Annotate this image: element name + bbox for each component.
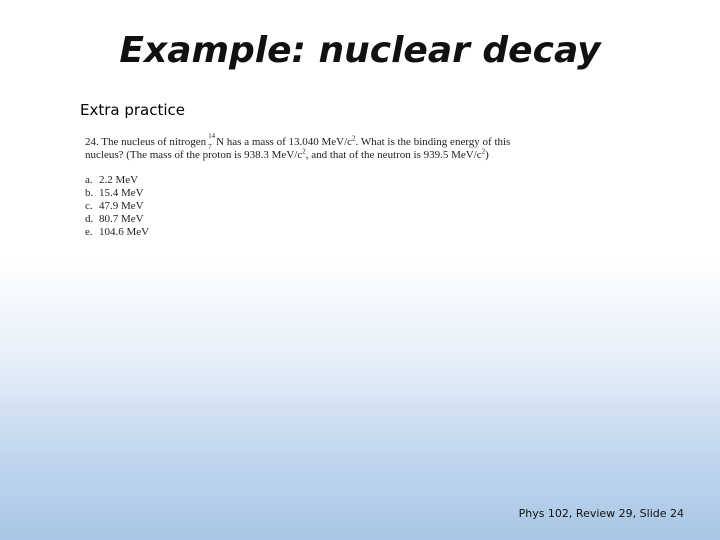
isotope-symbol: N [216,136,225,148]
problem-stem-question-exponent: 2 [302,147,306,156]
choice-letter: d. [85,213,94,225]
problem-stem-mass: has a mass of 13.040 MeV/c [226,136,353,148]
isotope-atomic-number: 7 [208,143,212,151]
answer-choice [85,213,525,226]
problem-stem-end: ) [485,149,489,161]
answer-choices [85,174,525,239]
answer-choice [85,187,525,200]
isotope-notation [208,132,225,151]
slide-title: Example: nuclear decay [119,30,601,71]
problem-stem-neutron: , and that of the neutron is 939.5 MeV/c [305,149,482,161]
choice-letter: e. [85,226,93,238]
slide-subtitle: Extra practice [80,101,186,119]
problem-stem [85,132,525,162]
answer-choice [85,200,525,213]
answer-choice [85,174,525,187]
problem-image [85,132,525,239]
choice-letter: a. [85,174,93,186]
answer-choice [85,226,525,239]
choice-text: 80.7 MeV [99,213,144,225]
choice-text: 47.9 MeV [99,200,144,212]
choice-letter: b. [85,187,94,199]
problem-stem-neutron-exponent: 2 [481,147,486,156]
isotope-mass-number: 14 [208,132,216,140]
choice-letter: c. [85,200,93,212]
problem-stem-question: . What is the binding energy of this nucleus? (The mass of the proton is 938.3 MeV/c [85,136,511,161]
choice-text: 104.6 MeV [99,226,150,238]
problem-stem-start: 24. The nucleus of nitrogen [85,136,207,148]
slide-footer: Phys 102, Review 29, Slide 24 [518,507,684,520]
choice-text: 15.4 MeV [99,187,144,199]
problem-stem-mass-exponent: 2 [352,134,356,143]
choice-text: 2.2 MeV [99,174,139,186]
